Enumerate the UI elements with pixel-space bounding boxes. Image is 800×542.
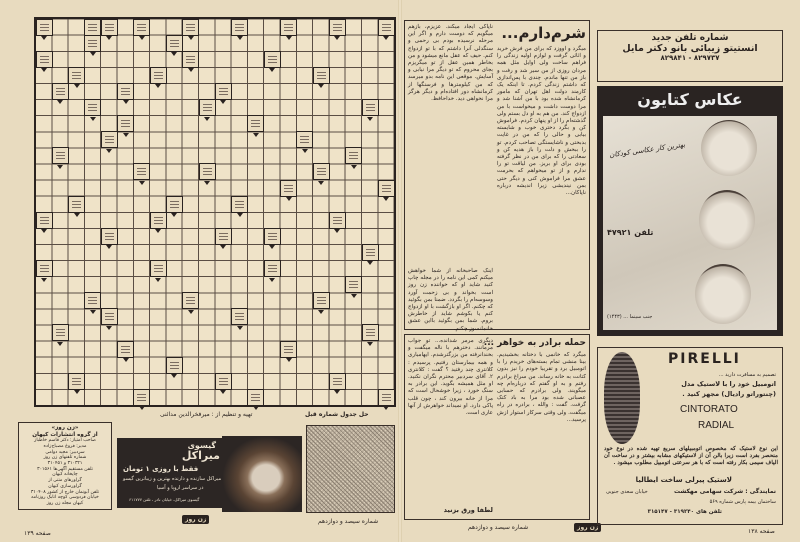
- clue-arrow-icon: [188, 310, 194, 314]
- crossword-credit: تهیه و تنظیم از : میرفخرالدین مدائنی: [160, 411, 253, 418]
- mirakl-brand-top: گیسوی: [187, 441, 216, 450]
- crossword-clue-cell: [36, 19, 53, 36]
- clue-arrow-icon: [74, 213, 80, 217]
- clue-arrow-icon: [188, 68, 194, 72]
- article1-col-left: ناپاکی ایجاد میکند. عزیزم، بازهم میگویم که دوست دارم و اگر این مرحله نرسیده بودم بی رحمی و سنگدلی آنرا داشتم که با تو ازدواج کنم. حیف که عقل مانع میشود و من بخاطر همین عقل از تو میگریزم بجای محروم که تو دیگر مرا نیابی و آسایش. موقعی این نامه بدو میرسد که من کیلومترها و فرسنگها از کرمانشاه دور افتاده‌ام و دیگر هرگز مرا نخواهی دید. خداحافظ.: [408, 24, 493, 103]
- crossword-clue-cell: [52, 324, 69, 341]
- crossword-clue-cell: [182, 292, 199, 309]
- clue-arrow-icon: [383, 406, 389, 410]
- clue-arrow-icon: [41, 36, 47, 40]
- crossword-clue-cell: [84, 35, 101, 52]
- previous-solution-image: [306, 425, 395, 513]
- article1-closing: اینک صاحبخانه از شما خواهش میکنم کمی این نامه را در مجله چاپ کنید شاید او که خواننده زن روز است بخواند و بی زحمت آورد وسوسه‌ام را بگردد. ضمنا بمن بگوئید که چکنم. اگر او بازگشت با او ازدواج کنم یا بکوشم شاید از خاطرش بروم. شما بمن بگوئید بااین عشق خانمانسوز چکنم.: [408, 268, 493, 332]
- continue-label[interactable]: لطفا ورق بزنید: [443, 506, 493, 514]
- photo-ad-slogan: بهترین کار عکاسی کودکان: [608, 140, 686, 160]
- clue-arrow-icon: [237, 213, 243, 217]
- crossword-clue-cell: [84, 19, 101, 36]
- crossword-clue-cell: [101, 19, 118, 36]
- clue-arrow-icon: [123, 100, 129, 104]
- crossword-clue-cell: [150, 67, 167, 84]
- photographer-ad: [597, 86, 783, 336]
- clue-arrow-icon: [90, 310, 96, 314]
- crossword-clue-cell: [313, 292, 330, 309]
- clue-arrow-icon: [220, 390, 226, 394]
- mirakl-price: فقط با روزی ۱ تومان: [123, 465, 199, 473]
- crossword-clue-cell: [166, 196, 183, 213]
- mirakl-tagline: میراکل سازنده و دارنده بهترین و زیباترین گیسو: [123, 476, 222, 482]
- imprint-box: [18, 422, 112, 510]
- imprint-line: ۳۱۰۳۲۱ و ۳۱۰۴۵۱: [47, 461, 83, 466]
- article1-col-right: میگرد و اووزد که برای من فرش خرید و اثاثی گرفت و لوازم اولیه زندگی را فراهم ساخت ولی اوایل مثل همه مردان روزی از من سیر شد و رفت و باز من تنها ماندم. چندی با پس‌اندازی که داشتم زندگی کردم. تا اینکه یک کارمند دولت اهل تهران که مامور کرمانشاه شده بود با من آشنا شد و مرا دوست داشت و میخواست با من ازدواج کند. من هم به او دل بستم ولی گذشته‌ام را از او پنهان کردم. فراموش کن و بگرد دختری خوب و شایسته بیابی و حالی را که من در غایت بدبختی و ناشایستگی تصاحب کردم. تو را ببخش و دلت را باز هدیه کن و سعادتی را که برای من در نظر گرفته بودی برای او بریز. من لیاقت تو را ندارم و از تو میخواهم که بحرمت عشق مرا فراموش کنی و دیگر حتی بمن نیندیشی زیرا اندیشه درباره ناپاکان...: [497, 46, 586, 197]
- photo-ad-title: عکاس کتایون: [637, 90, 743, 109]
- clue-arrow-icon: [188, 36, 194, 40]
- clue-arrow-icon: [41, 68, 47, 72]
- crossword-clue-cell: [101, 308, 118, 325]
- imprint-line: کیهان مجله زن روز: [46, 500, 84, 506]
- crossword-clue-cell: [345, 147, 362, 164]
- clue-arrow-icon: [155, 278, 161, 282]
- magazine-logo-right: زن روز: [574, 523, 601, 532]
- crossword-clue-cell: [52, 83, 69, 100]
- crossword-clue-cell: [133, 163, 150, 180]
- pirelli-model1: CINTORATO: [680, 404, 738, 415]
- crossword-clue-cell: [199, 163, 216, 180]
- clue-arrow-icon: [383, 197, 389, 201]
- crossword-clue-cell: [117, 115, 134, 132]
- crossword-clue-cell: [36, 51, 53, 68]
- phone-ad-numbers: ۸۲۹۷۳۷ - ۸۲۹۸۴۱: [660, 54, 720, 62]
- tire-image: [604, 352, 640, 444]
- pirelli-phones: تلفن های ۳۱۹۲۴۰ - ۳۱۵۱۴۷: [647, 509, 722, 515]
- crossword-clue-cell: [247, 115, 264, 132]
- crossword-clue-cell: [117, 341, 134, 358]
- crossword-clue-cell: [182, 51, 199, 68]
- crossword-clue-cell: [215, 83, 232, 100]
- article2-col-right: میگرد که خانمی با دختانه بخشیدیم. بینا منشی تمام بسته‌های خریدم را با اتومبیل برد و تقریبا خودم را نیز بدون کتانت به خانه رساند. من سراغ برادرم رفتم و به او گفتم که درباره‌ام چه میگویند. ولی برادرم که حسابی عصبانی شده بود مرا به باد کتک گرفت. گفت : والله ، برادره در راه میگفت. ولی وقتی سرکار استوار ازش پرسید...: [497, 352, 586, 423]
- clue-arrow-icon: [106, 36, 112, 40]
- imprint-line: چاپخانه کیهان: [52, 472, 78, 478]
- clue-arrow-icon: [220, 100, 226, 104]
- clue-arrow-icon: [367, 117, 373, 121]
- clue-arrow-icon: [139, 36, 145, 40]
- clue-arrow-icon: [351, 165, 357, 169]
- crossword-clue-cell: [68, 196, 85, 213]
- clue-arrow-icon: [286, 36, 292, 40]
- crossword-clue-cell: [280, 341, 297, 358]
- clue-arrow-icon: [171, 213, 177, 217]
- clue-arrow-icon: [269, 278, 275, 282]
- pirelli-street: خیابان سعدی جنوبی: [606, 489, 648, 495]
- pirelli-logo: PIRELLI: [668, 351, 741, 367]
- magazine-logo-left: زن روز: [182, 515, 209, 524]
- article1-title: شرم‌دارم...: [501, 24, 586, 42]
- imprint-line: تلفن آبونمان خارج از کشور ۳۱۰۴۰۸: [30, 489, 100, 495]
- crossword-clue-cell: [101, 228, 118, 245]
- clue-arrow-icon: [74, 390, 80, 394]
- crossword-clue-cell: [36, 212, 53, 229]
- crossword-clue-cell: [264, 51, 281, 68]
- crossword-clue-cell: [313, 163, 330, 180]
- clue-arrow-icon: [57, 342, 63, 346]
- issue-left: شماره سیصد و دوازدهم: [318, 518, 379, 525]
- crossword-clue-cell: [150, 260, 167, 277]
- crossword-clue-cell: [378, 389, 395, 406]
- clue-arrow-icon: [139, 406, 145, 410]
- crossword-clue-cell: [133, 19, 150, 36]
- clue-arrow-icon: [74, 84, 80, 88]
- crossword-clue-cell: [231, 19, 248, 36]
- clue-arrow-icon: [269, 245, 275, 249]
- baby-photos: [603, 116, 777, 330]
- clue-arrow-icon: [318, 84, 324, 88]
- clue-arrow-icon: [204, 117, 210, 121]
- crossword-clue-cell: [215, 228, 232, 245]
- crossword-clue-cell: [101, 131, 118, 148]
- clue-arrow-icon: [139, 181, 145, 185]
- page-number-left: صفحه ۱۳۹: [24, 530, 51, 537]
- photo-ad-phone: تلفن ۴۷۹۲۱: [607, 228, 654, 237]
- crossword-clue-cell: [329, 19, 346, 36]
- crossword-clue-cell: [280, 180, 297, 197]
- photo-ad-address: جنب سینما ... (۱۴۴۳): [607, 314, 653, 320]
- crossword-clue-cell: [378, 180, 395, 197]
- crossword-clue-cell: [264, 260, 281, 277]
- crossword-grid[interactable]: [34, 17, 396, 407]
- imprint-line: شماره تلفنهای زن روز: [43, 455, 87, 461]
- crossword-clue-cell: [329, 373, 346, 390]
- mirakl-ad[interactable]: [117, 438, 300, 508]
- pirelli-agent: نمایندگی : شرکت سهامی مهکشت: [673, 488, 776, 495]
- mirakl-address: گیسوی میراکل، خیابان نادر ، تلفن ۶۱۱۷۷۷: [129, 497, 200, 502]
- clue-arrow-icon: [123, 358, 129, 362]
- clue-arrow-icon: [334, 36, 340, 40]
- clue-arrow-icon: [204, 181, 210, 185]
- crossword-clue-cell: [166, 357, 183, 374]
- imprint-line: «زن روز»: [51, 425, 79, 431]
- imprint-line: گراورسازی کیهان: [48, 483, 82, 489]
- pirelli-line3: (چنتوراتو رادیال) مجهز کنید .: [682, 390, 776, 398]
- clue-arrow-icon: [253, 133, 259, 137]
- mirakl-brand: میراکل: [181, 449, 220, 462]
- solution-title: حل جدول شماره قبل: [305, 411, 369, 418]
- clue-arrow-icon: [334, 390, 340, 394]
- clue-arrow-icon: [367, 261, 373, 265]
- crossword-clue-cell: [313, 67, 330, 84]
- phone-ad-title: شماره تلفن جدید: [651, 33, 729, 43]
- crossword-clue-cell: [150, 212, 167, 229]
- crossword-clue-cell: [362, 99, 379, 116]
- imprint-line: مدیر: فروغ مصباح‌زاده: [43, 443, 87, 449]
- baby-photo-2: [699, 190, 755, 250]
- clue-arrow-icon: [155, 229, 161, 233]
- crossword-clue-cell: [166, 35, 183, 52]
- clue-arrow-icon: [318, 310, 324, 314]
- crossword-clue-cell: [296, 131, 313, 148]
- clue-arrow-icon: [123, 133, 129, 137]
- pirelli-model2: RADIAL: [698, 420, 735, 431]
- clue-arrow-icon: [90, 52, 96, 56]
- crossword-clue-cell: [68, 373, 85, 390]
- crossword-clue-cell: [231, 308, 248, 325]
- crossword-clue-cell: [84, 292, 101, 309]
- crossword-clue-cell: [247, 389, 264, 406]
- clue-arrow-icon: [57, 100, 63, 104]
- woman-photo: [222, 436, 302, 512]
- clue-arrow-icon: [383, 36, 389, 40]
- crossword-clue-cell: [231, 196, 248, 213]
- pirelli-body: این نوع لاستیک که مخصوص اتومبیلهای سریع تهیه شده در نوع خود منحصر بفرد است زیرا بالن آن از لاستیکهای مشابه بیشتر و در ساخت آن الیاف سیمی بکار رفته است که با هر سرعتی اتومبیل مطلوب میشود .: [604, 446, 778, 467]
- clue-arrow-icon: [286, 197, 292, 201]
- clue-arrow-icon: [90, 117, 96, 121]
- clue-arrow-icon: [367, 342, 373, 346]
- crossword-clue-cell: [345, 276, 362, 293]
- imprint-line: تلفن مستقیم آگهی‌ها ۳۰۱۵۶۱: [37, 466, 93, 472]
- pirelli-line1: تصمیم به مسافرت دارید ...: [718, 372, 776, 378]
- phone-ad-name: انستیتو زیبائی بانو دکتر مایل: [622, 43, 758, 54]
- clue-arrow-icon: [237, 36, 243, 40]
- baby-photo-1: [701, 120, 757, 176]
- baby-photo-3: [695, 264, 751, 324]
- article2-title: حمله برادر به خواهر ...: [483, 338, 586, 348]
- clue-arrow-icon: [253, 406, 259, 410]
- page-number-right: صفحه ۱۳۸: [748, 528, 775, 535]
- imprint-line: صاحب امتیاز: دکتر قاسم خاطباز: [34, 438, 96, 444]
- imprint-line: از گروه انتشارات کیهان: [32, 431, 98, 438]
- clue-arrow-icon: [106, 326, 112, 330]
- imprint-line: سردبیر: مجید دوامی: [45, 449, 85, 455]
- crossword-clue-cell: [84, 99, 101, 116]
- clue-arrow-icon: [334, 229, 340, 233]
- pirelli-building: ساختمان بیمه پارس شماره ۵۶۹: [709, 499, 776, 505]
- clue-arrow-icon: [106, 245, 112, 249]
- clue-arrow-icon: [302, 149, 308, 153]
- phone-ad: [597, 30, 783, 82]
- crossword-clue-cell: [133, 389, 150, 406]
- crossword-clue-cell: [36, 260, 53, 277]
- imprint-line: گراورهای متنی از: [48, 478, 82, 484]
- crossword-clue-cell: [68, 67, 85, 84]
- clue-arrow-icon: [41, 278, 47, 282]
- clue-arrow-icon: [318, 181, 324, 185]
- crossword-clue-cell: [280, 19, 297, 36]
- crossword-clue-cell: [362, 244, 379, 261]
- clue-arrow-icon: [155, 84, 161, 88]
- clue-arrow-icon: [269, 68, 275, 72]
- crossword-clue-cell: [362, 324, 379, 341]
- pirelli-ad: [597, 347, 783, 525]
- clue-arrow-icon: [351, 294, 357, 298]
- crossword-clue-cell: [182, 19, 199, 36]
- clue-arrow-icon: [171, 374, 177, 378]
- clue-arrow-icon: [106, 149, 112, 153]
- clue-arrow-icon: [57, 165, 63, 169]
- article2-col-left: دیگری مرمر شدانده... تو جواب مرمانند. دخترهم با ناله میگفت و بخندانرفته من بزرگترشدم. ایهامیاری و همه بیمارستان رفتیم. پرسیدم : کلانتری چند رفتید ؟ گفت : کلانتری ۲. آقای سردبیر محترم نگران نکنید. او مثل همیشه بگوید. این برادر به سنگ خورد ، زیرا خوشحال است که مرا از خانه بیرون کند ، چون قلب پاکی دارد. او نمیداند خواهرش از آنها عاری است.: [408, 338, 493, 417]
- clue-arrow-icon: [171, 52, 177, 56]
- clue-arrow-icon: [286, 358, 292, 362]
- issue-right: شماره سیصد و دوازدهم: [468, 524, 529, 531]
- pirelli-made-in: لاستیک پیرلی ساخت ایطالیا: [635, 476, 732, 484]
- pirelli-line2: اتومبیل خود را با لاستیک مدل: [681, 380, 776, 388]
- crossword-clue-cell: [117, 83, 134, 100]
- crossword-clue-cell: [199, 99, 216, 116]
- crossword-clue-cell: [378, 19, 395, 36]
- clue-arrow-icon: [220, 245, 226, 249]
- clue-arrow-icon: [41, 229, 47, 233]
- crossword-clue-cell: [52, 147, 69, 164]
- mirakl-tagline2: در سراسر اروپا و آسیا: [157, 485, 204, 491]
- clue-arrow-icon: [237, 326, 243, 330]
- page-fold: [398, 0, 402, 542]
- imprint-line: خیابان فردوسی کوچه اتابک روزنامه: [31, 495, 99, 501]
- crossword-clue-cell: [264, 228, 281, 245]
- crossword-clue-cell: [215, 373, 232, 390]
- crossword-clue-cell: [329, 212, 346, 229]
